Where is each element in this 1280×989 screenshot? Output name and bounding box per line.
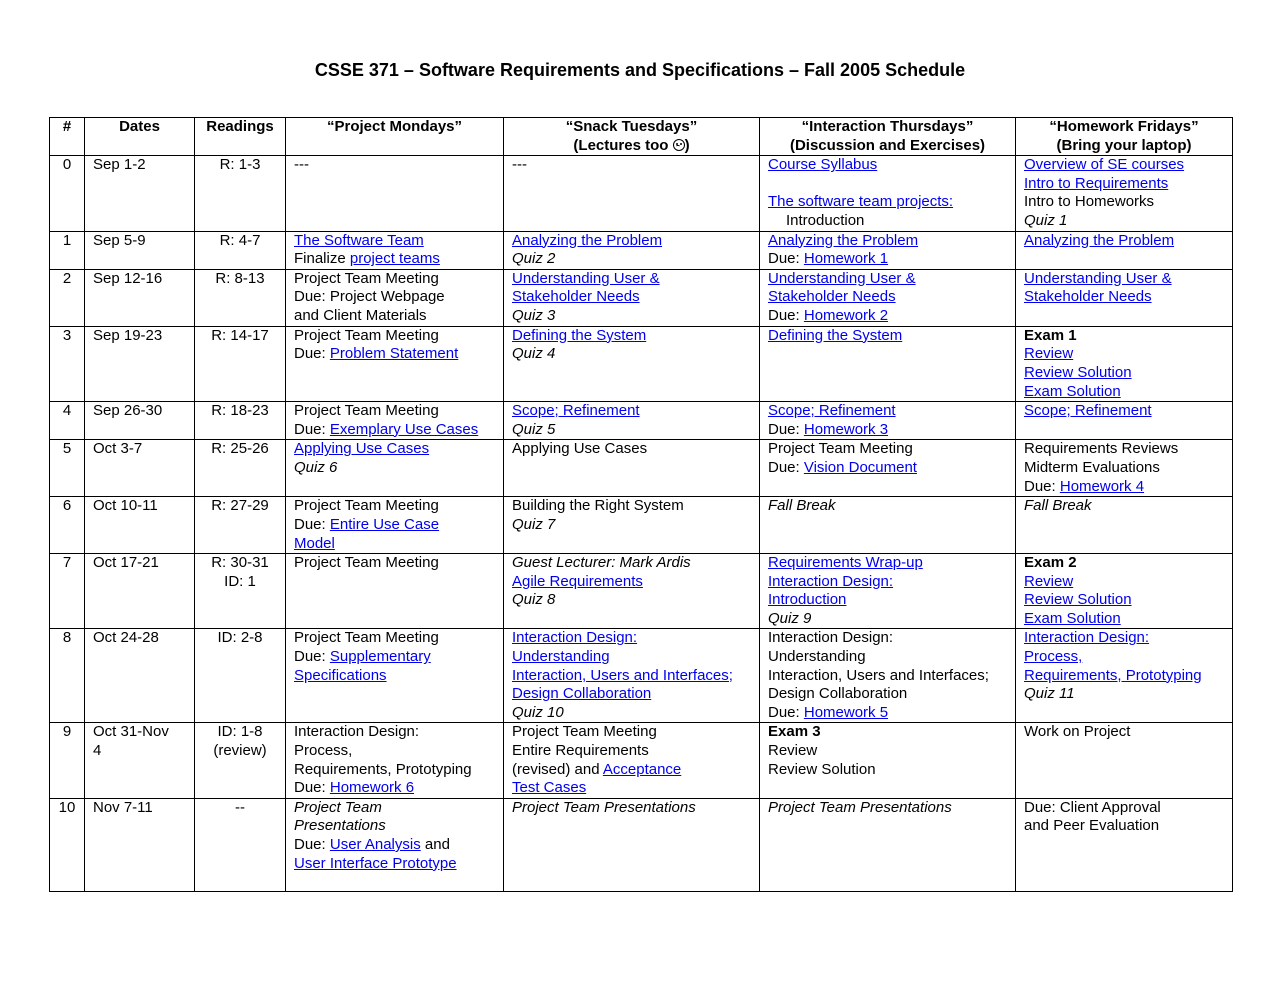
monday-cell [286,440,504,497]
header-tuesdays-sub [512,137,751,156]
homework-4-link[interactable]: Homework 4 [1059,477,1145,495]
exam-label: Exam 1 [1024,326,1077,344]
header-fridays-sub: (Bring your laptop) [1056,136,1192,154]
cell-text: Review [768,742,818,760]
specifications-link[interactable]: Specifications [294,666,387,684]
cell-text: Intro to Homeworks [1024,193,1155,211]
header-thursdays [760,118,1016,156]
interaction-design-link[interactable]: Interaction Design: [1024,629,1150,647]
table-row [50,402,1233,440]
friday-cell [1016,629,1233,723]
quiz-label: Quiz 3 [512,306,556,324]
week-dates: Sep 19-23 [85,326,195,401]
cell-text: Project Team [294,798,382,816]
cell-text: Project Team Meeting [294,497,439,515]
week-number: 0 [50,156,85,231]
week-readings: R: 18-23 [195,402,286,440]
cell-text: Due: [294,515,330,533]
monday-cell [286,269,504,326]
vision-document-link[interactable]: Vision Document [803,458,917,476]
exam-label: Exam 2 [1024,554,1077,572]
thursday-cell [760,156,1016,231]
cell-text: Project Team Meeting [512,723,657,741]
table-row [50,798,1233,891]
stakeholder-needs-link[interactable]: Stakeholder Needs [1024,288,1152,306]
cell-text: Building the Right System [512,497,684,515]
cell-text: (revised) and [512,760,603,778]
header-tuesdays-sub-end: ) [684,136,690,154]
quiz-label: Quiz 10 [512,703,564,721]
acceptance-link[interactable]: Acceptance [602,760,682,778]
thursday-cell [760,554,1016,629]
quiz-label: Quiz 11 [1024,685,1075,703]
week-number: 2 [50,269,85,326]
week-dates: Sep 5-9 [85,231,195,269]
week-number: 6 [50,497,85,554]
review-link[interactable]: Review [1024,572,1074,590]
tuesday-cell [504,798,760,891]
header-dates: Dates [85,118,195,156]
header-tuesdays-title: “Snack Tuesdays” [565,118,698,135]
cell-text: Project Team Presentations [768,798,952,816]
week-dates [85,723,195,798]
cell-text: Due: [294,779,330,797]
analyzing-problem-link[interactable]: Analyzing the Problem [1024,231,1175,249]
week-readings: R: 1-3 [195,156,286,231]
cell-text: Project Team Presentations [512,798,696,816]
week-dates: Sep 12-16 [85,269,195,326]
problem-statement-link[interactable]: Problem Statement [329,345,459,363]
tuesday-cell [504,402,760,440]
tuesday-cell [504,231,760,269]
week-number: 4 [50,402,85,440]
table-row [50,326,1233,401]
table-row [50,497,1233,554]
scope-refinement-link[interactable]: Scope; Refinement [768,402,896,420]
week-number: 8 [50,629,85,723]
header-num: # [50,118,85,156]
header-tuesdays-sub-text: (Lectures too [573,136,673,154]
scope-refinement-link[interactable]: Scope; Refinement [512,402,640,420]
cell-text: Due: Project Webpage [294,288,445,306]
monday-cell [286,156,504,231]
exam-solution-link[interactable]: Exam Solution [1024,382,1121,400]
cell-text: Interaction Design: [294,723,420,741]
week-readings: ID: 2-8 [195,629,286,723]
quiz-label: Quiz 7 [512,515,556,533]
cell-text: Project Team Meeting [294,326,439,344]
supplementary-link[interactable]: Supplementary [329,648,431,666]
cell-text: Due: [1024,477,1060,495]
thursday-cell [760,402,1016,440]
understanding-user-link[interactable]: Understanding User & [768,269,916,287]
analyzing-problem-link[interactable]: Analyzing the Problem [512,231,663,249]
tuesday-cell [504,156,760,231]
friday-cell [1016,497,1233,554]
table-row [50,629,1233,723]
cell-text: ID: 1 [224,572,256,590]
week-number: 1 [50,231,85,269]
cell-text: Oct 31-Nov [93,723,169,741]
friday-cell [1016,231,1233,269]
thursday-cell [760,723,1016,798]
page-title: CSSE 371 – Software Requirements and Specifications – Fall 2005 Schedule [314,60,966,80]
interaction-design-link[interactable]: Interaction Design: [768,572,894,590]
cell-text: Due: [294,345,330,363]
friday-cell [1016,326,1233,401]
thursday-cell [760,629,1016,723]
week-dates: Oct 17-21 [85,554,195,629]
week-readings: R: 8-13 [195,269,286,326]
applying-use-cases-link[interactable]: Applying Use Cases [294,440,430,458]
entire-use-case-link[interactable]: Entire Use Case [329,515,440,533]
cell-text: Project Team Meeting [294,629,439,647]
defining-system-link[interactable]: Defining the System [512,326,647,344]
cell-text: Design Collaboration [768,685,908,703]
project-teams-link[interactable]: project teams [349,250,440,268]
cell-text: Introduction [786,211,865,229]
stakeholder-needs-link[interactable]: Stakeholder Needs [768,288,896,306]
week-number: 9 [50,723,85,798]
cell-text: Due: [768,420,804,438]
intro-requirements-link[interactable]: Intro to Requirements [1024,174,1169,192]
cell-text: Due: [294,420,330,438]
cell-text: Due: [768,703,804,721]
homework-1-link[interactable]: Homework 1 [803,250,889,268]
cell-text: Due: [768,306,804,324]
cell-text: --- [294,156,309,174]
design-collaboration-link[interactable]: Design Collaboration [512,685,652,703]
monday-cell [286,798,504,891]
cell-text: Guest Lecturer: Mark Ardis [512,554,691,572]
defining-system-link[interactable]: Defining the System [768,326,903,344]
introduction-link[interactable]: Introduction [768,591,847,609]
homework-6-link[interactable]: Homework 6 [329,779,415,797]
cell-text: Finalize [294,250,350,268]
week-readings [195,554,286,629]
cell-text: (review) [213,742,267,760]
thursday-cell [760,326,1016,401]
week-readings: -- [195,798,286,891]
understanding-user-link[interactable]: Understanding User & [512,269,660,287]
cell-text: Presentations [294,817,386,835]
quiz-label: Quiz 1 [1024,211,1068,229]
header-thursdays-sub: (Discussion and Exercises) [789,136,986,154]
table-row [50,723,1233,798]
cell-text: Due: Client Approval [1024,798,1161,816]
monday-cell [286,554,504,629]
course-syllabus-link[interactable]: Course Syllabus [768,156,878,174]
model-link[interactable]: Model [294,534,335,552]
stakeholder-needs-link[interactable]: Stakeholder Needs [512,288,640,306]
week-number: 5 [50,440,85,497]
friday-cell [1016,156,1233,231]
cell-text: ID: 1-8 [217,723,263,741]
cell-text: Requirements Reviews [1024,440,1179,458]
requirements-wrapup-link[interactable]: Requirements Wrap-up [768,554,923,572]
tuesday-cell [504,497,760,554]
week-dates: Oct 3-7 [85,440,195,497]
table-row [50,231,1233,269]
schedule-table [49,117,1233,892]
week-readings: R: 14-17 [195,326,286,401]
cell-text: Interaction Design: [768,629,894,647]
cell-text: Due: [294,648,330,666]
cell-text: and Client Materials [294,306,427,324]
cell-text: --- [512,156,527,174]
exam-label: Exam 3 [768,723,821,741]
tuesday-cell [504,269,760,326]
cell-text: Fall Break [1024,497,1092,515]
quiz-label: Quiz 8 [512,591,556,609]
cell-text: and Peer Evaluation [1024,817,1160,835]
homework-5-link[interactable]: Homework 5 [803,703,889,721]
homework-2-link[interactable]: Homework 2 [803,306,889,324]
friday-cell [1016,402,1233,440]
header-mondays: “Project Mondays” [286,118,504,156]
cell-text: Project Team Meeting [294,554,439,572]
scope-refinement-link[interactable]: Scope; Refinement [1024,402,1152,420]
review-solution-link[interactable]: Review Solution [1024,363,1132,381]
week-number: 10 [50,798,85,891]
user-analysis-link[interactable]: User Analysis [329,836,421,854]
friday-cell [1016,723,1233,798]
exemplary-use-cases-link[interactable]: Exemplary Use Cases [329,420,479,438]
header-fridays-title: “Homework Fridays” [1049,118,1199,135]
header-thursdays-title: “Interaction Thursdays” [801,118,974,135]
quiz-label: Quiz 4 [512,345,556,363]
monday-cell [286,723,504,798]
thursday-cell [760,269,1016,326]
cell-text: Due: [768,250,804,268]
cell-text: Work on Project [1024,723,1131,741]
table-row [50,440,1233,497]
exam-solution-link[interactable]: Exam Solution [1024,609,1121,627]
monday-cell [286,629,504,723]
header-tuesdays [504,118,760,156]
friday-cell [1016,554,1233,629]
monday-cell [286,497,504,554]
header-row [50,118,1233,156]
requirements-prototyping-link[interactable]: Requirements, Prototyping [1024,666,1202,684]
homework-3-link[interactable]: Homework 3 [803,420,889,438]
tuesday-cell [504,554,760,629]
monday-cell [286,402,504,440]
tuesday-cell [504,326,760,401]
tuesday-cell [504,440,760,497]
week-dates: Oct 24-28 [85,629,195,723]
software-team-link[interactable]: The Software Team [294,231,424,249]
monday-cell [286,231,504,269]
week-number: 7 [50,554,85,629]
review-solution-link[interactable]: Review Solution [1024,591,1132,609]
week-number: 3 [50,326,85,401]
week-dates: Sep 26-30 [85,402,195,440]
cell-text: Interaction, Users and Interfaces; [768,666,989,684]
monday-cell [286,326,504,401]
cell-text: Due: [768,458,804,476]
tuesday-cell [504,629,760,723]
test-cases-link[interactable]: Test Cases [512,779,587,797]
header-fridays [1016,118,1233,156]
cell-text: Review Solution [768,760,876,778]
cell-text: Midterm Evaluations [1024,458,1160,476]
cell-text: Entire Requirements [512,742,649,760]
agile-requirements-link[interactable]: Agile Requirements [512,572,643,590]
week-dates: Nov 7-11 [85,798,195,891]
table-row [50,554,1233,629]
week-readings [195,723,286,798]
week-dates: Sep 1-2 [85,156,195,231]
thursday-cell [760,497,1016,554]
cell-text: Applying Use Cases [512,440,648,458]
frown-face-icon [673,139,685,151]
understanding-user-link[interactable]: Understanding User & [1024,269,1172,287]
review-link[interactable]: Review [1024,345,1074,363]
quiz-label: Quiz 2 [512,250,556,268]
thursday-cell [760,440,1016,497]
cell-text: Project Team Meeting [294,269,439,287]
interaction-design-link[interactable]: Interaction Design: [512,629,638,647]
interaction-users-interfaces-link[interactable]: Interaction, Users and Interfaces; [512,666,733,684]
process-link[interactable]: Process, [1024,648,1083,666]
cell-text: Requirements, Prototyping [294,760,472,778]
week-readings: R: 27-29 [195,497,286,554]
cell-text: Project Team Meeting [768,440,913,458]
cell-text: Project Team Meeting [294,402,439,420]
quiz-label: Quiz 6 [294,458,338,476]
table-row [50,156,1233,231]
cell-text: R: 30-31 [211,554,269,572]
cell-text: Process, [294,742,353,760]
cell-text: 4 [93,742,102,760]
understanding-link[interactable]: Understanding [512,648,610,666]
analyzing-problem-link[interactable]: Analyzing the Problem [768,231,919,249]
week-readings: R: 25-26 [195,440,286,497]
cell-text: Fall Break [768,497,836,515]
software-team-projects-link[interactable]: The software team projects: [768,193,954,211]
table-row [50,269,1233,326]
overview-se-courses-link[interactable]: Overview of SE courses [1024,156,1185,174]
quiz-label: Quiz 9 [768,609,812,627]
thursday-cell [760,231,1016,269]
friday-cell [1016,798,1233,891]
week-readings: R: 4-7 [195,231,286,269]
cell-text: and [420,836,450,854]
friday-cell [1016,269,1233,326]
friday-cell [1016,440,1233,497]
header-readings: Readings [195,118,286,156]
cell-text: Understanding [768,648,866,666]
quiz-label: Quiz 5 [512,420,556,438]
user-interface-prototype-link[interactable]: User Interface Prototype [294,854,457,872]
week-dates: Oct 10-11 [85,497,195,554]
thursday-cell [760,798,1016,891]
cell-text: Due: [294,836,330,854]
tuesday-cell [504,723,760,798]
